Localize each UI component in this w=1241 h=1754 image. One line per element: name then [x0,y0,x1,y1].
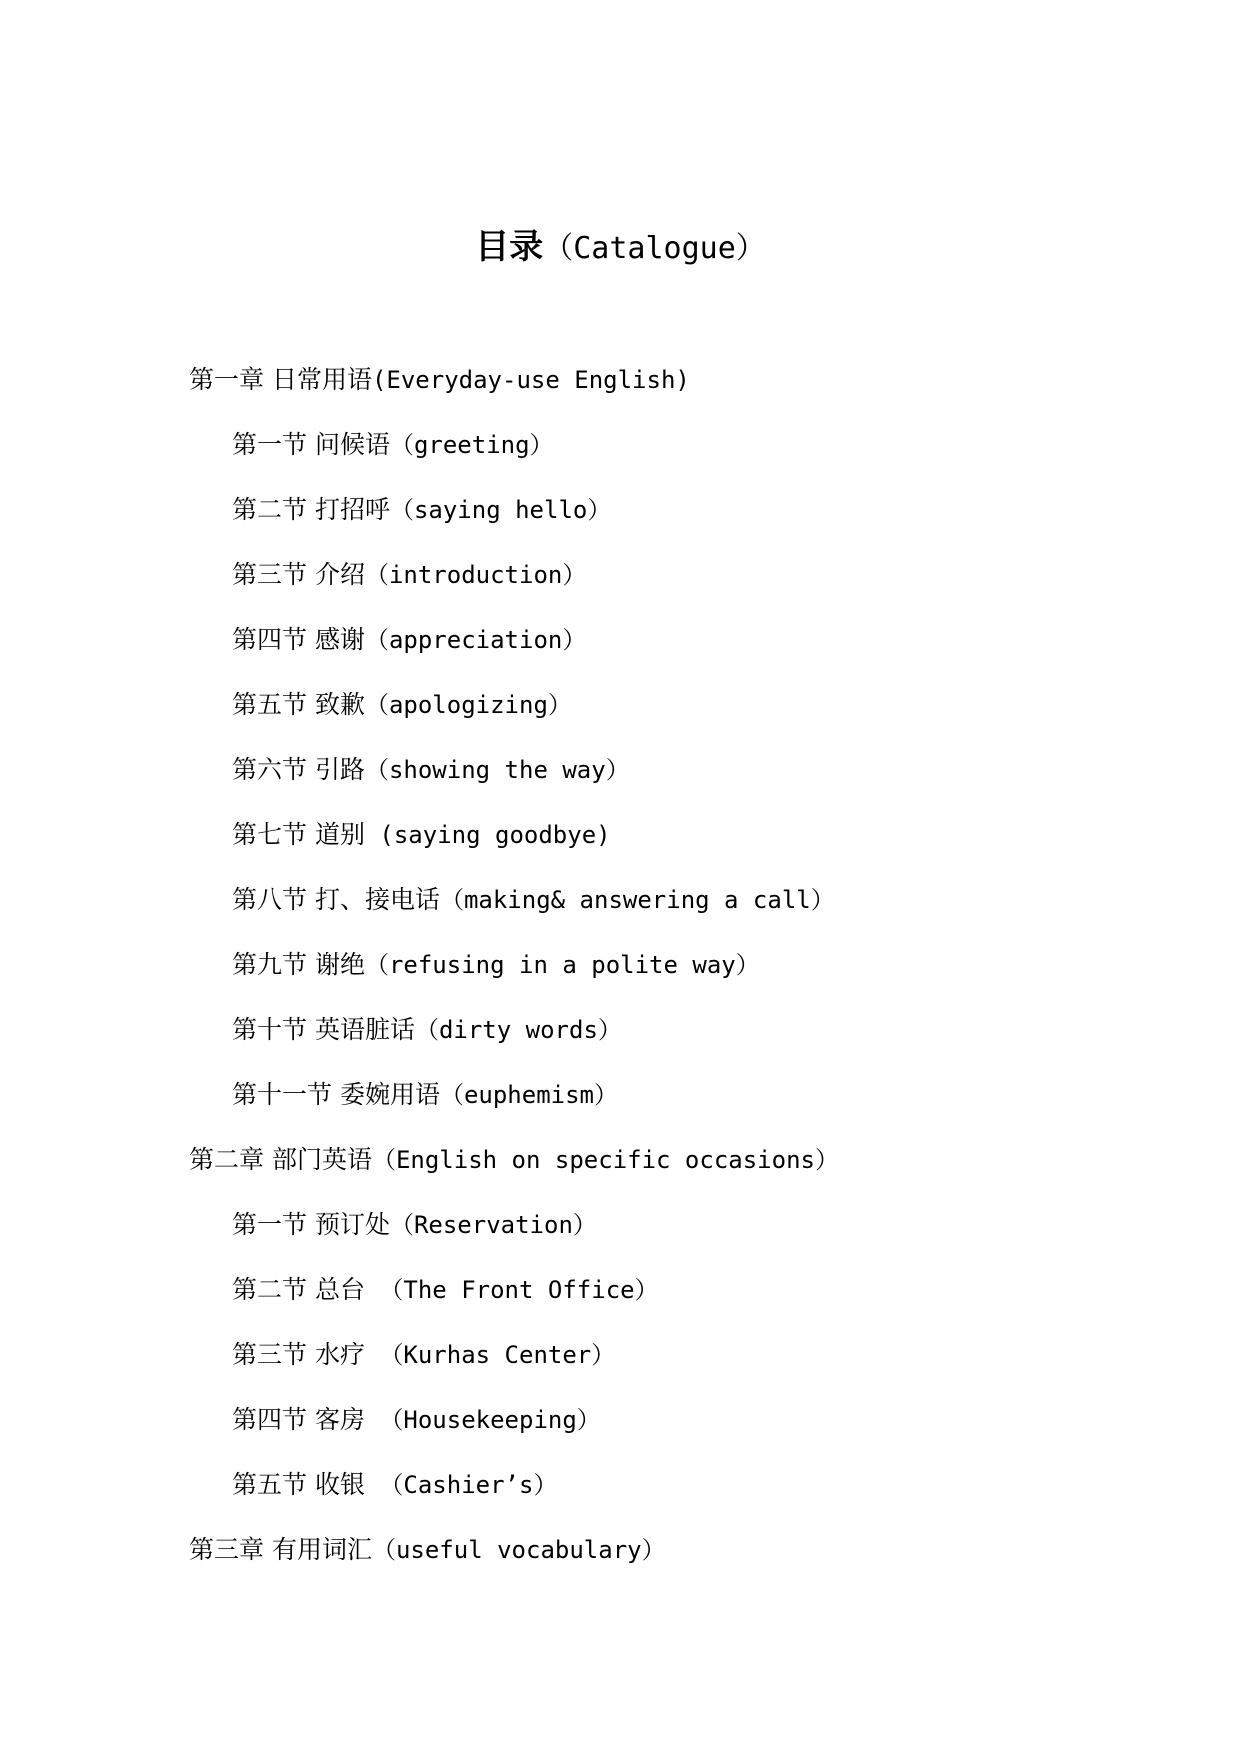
toc-entry-chinese: 第九节 谢绝 [232,950,365,979]
toc-entry-chinese: 第一章 日常用语 [189,365,372,394]
toc-entry-chinese: 第七节 道别 [232,820,365,849]
toc-section [0,550,1241,615]
toc-entry-chinese: 第一节 预订处 [232,1210,390,1239]
toc-entry-chinese: 第八节 打、接电话 [232,885,440,914]
toc-section [0,1460,1241,1525]
toc-section [0,615,1241,680]
toc-entry-english: （greeting） [389,431,554,459]
page-title [0,222,1241,274]
toc-entry-english: （introduction） [364,561,587,589]
toc-entry-english: （showing the way） [364,756,630,784]
toc-section [0,875,1241,940]
toc-section [0,940,1241,1005]
toc-entry-english: （Housekeeping） [364,1406,601,1434]
toc-entry-chinese: 第十一节 委婉用语 [232,1080,440,1109]
toc-entry-chinese: 第四节 客房 [232,1405,365,1434]
toc-section [0,1005,1241,1070]
toc-entry-english: （appreciation） [364,626,587,654]
toc-entry-english: （Reservation） [389,1211,597,1239]
toc-entry-chinese: 第三章 有用词汇 [189,1535,372,1564]
toc-entry-english: （apologizing） [364,691,572,719]
toc-section [0,1265,1241,1330]
toc-entry-chinese: 第五节 收银 [232,1470,365,1499]
toc-entry-english: （dirty words） [414,1016,622,1044]
toc-chapter [0,1135,1241,1200]
toc-entry-english: （The Front Office） [364,1276,659,1304]
toc-entry-english: （Cashier’s） [364,1471,558,1499]
toc-section [0,680,1241,745]
toc-entry-chinese: 第三节 介绍 [232,560,365,589]
toc-entry-english: (saying goodbye) [364,821,611,849]
toc-entry-chinese: 第五节 致歉 [232,690,365,719]
toc-section [0,745,1241,810]
toc-entry-chinese: 第十节 英语脏话 [232,1015,415,1044]
toc-entry-english: （useful vocabulary） [371,1536,666,1564]
toc-entry-english: （Kurhas Center） [364,1341,616,1369]
table-of-contents [0,355,1241,1590]
page-title-english: （Catalogue） [543,231,766,266]
toc-entry-english: （euphemism） [439,1081,618,1109]
toc-chapter [0,1525,1241,1590]
toc-section [0,1200,1241,1265]
toc-entry-english: （making& answering a call） [439,886,835,914]
toc-section [0,420,1241,485]
toc-entry-chinese: 第三节 水疗 [232,1340,365,1369]
toc-entry-chinese: 第四节 感谢 [232,625,365,654]
toc-entry-chinese: 第二节 打招呼 [232,495,390,524]
toc-entry-chinese: 第一节 问候语 [232,430,390,459]
toc-section [0,1330,1241,1395]
toc-entry-english: （saying hello） [389,496,612,524]
toc-section [0,1395,1241,1460]
toc-entry-english: （refusing in a polite way） [364,951,760,979]
toc-chapter [0,355,1241,420]
toc-entry-chinese: 第六节 引路 [232,755,365,784]
toc-entry-chinese: 第二章 部门英语 [189,1145,372,1174]
toc-entry-english: （English on specific occasions） [371,1146,839,1174]
toc-section [0,1070,1241,1135]
toc-entry-chinese: 第二节 总台 [232,1275,365,1304]
toc-section [0,810,1241,875]
toc-entry-english: (Everyday-use English) [371,366,690,394]
toc-section [0,485,1241,550]
page-title-chinese: 目录 [475,227,544,267]
